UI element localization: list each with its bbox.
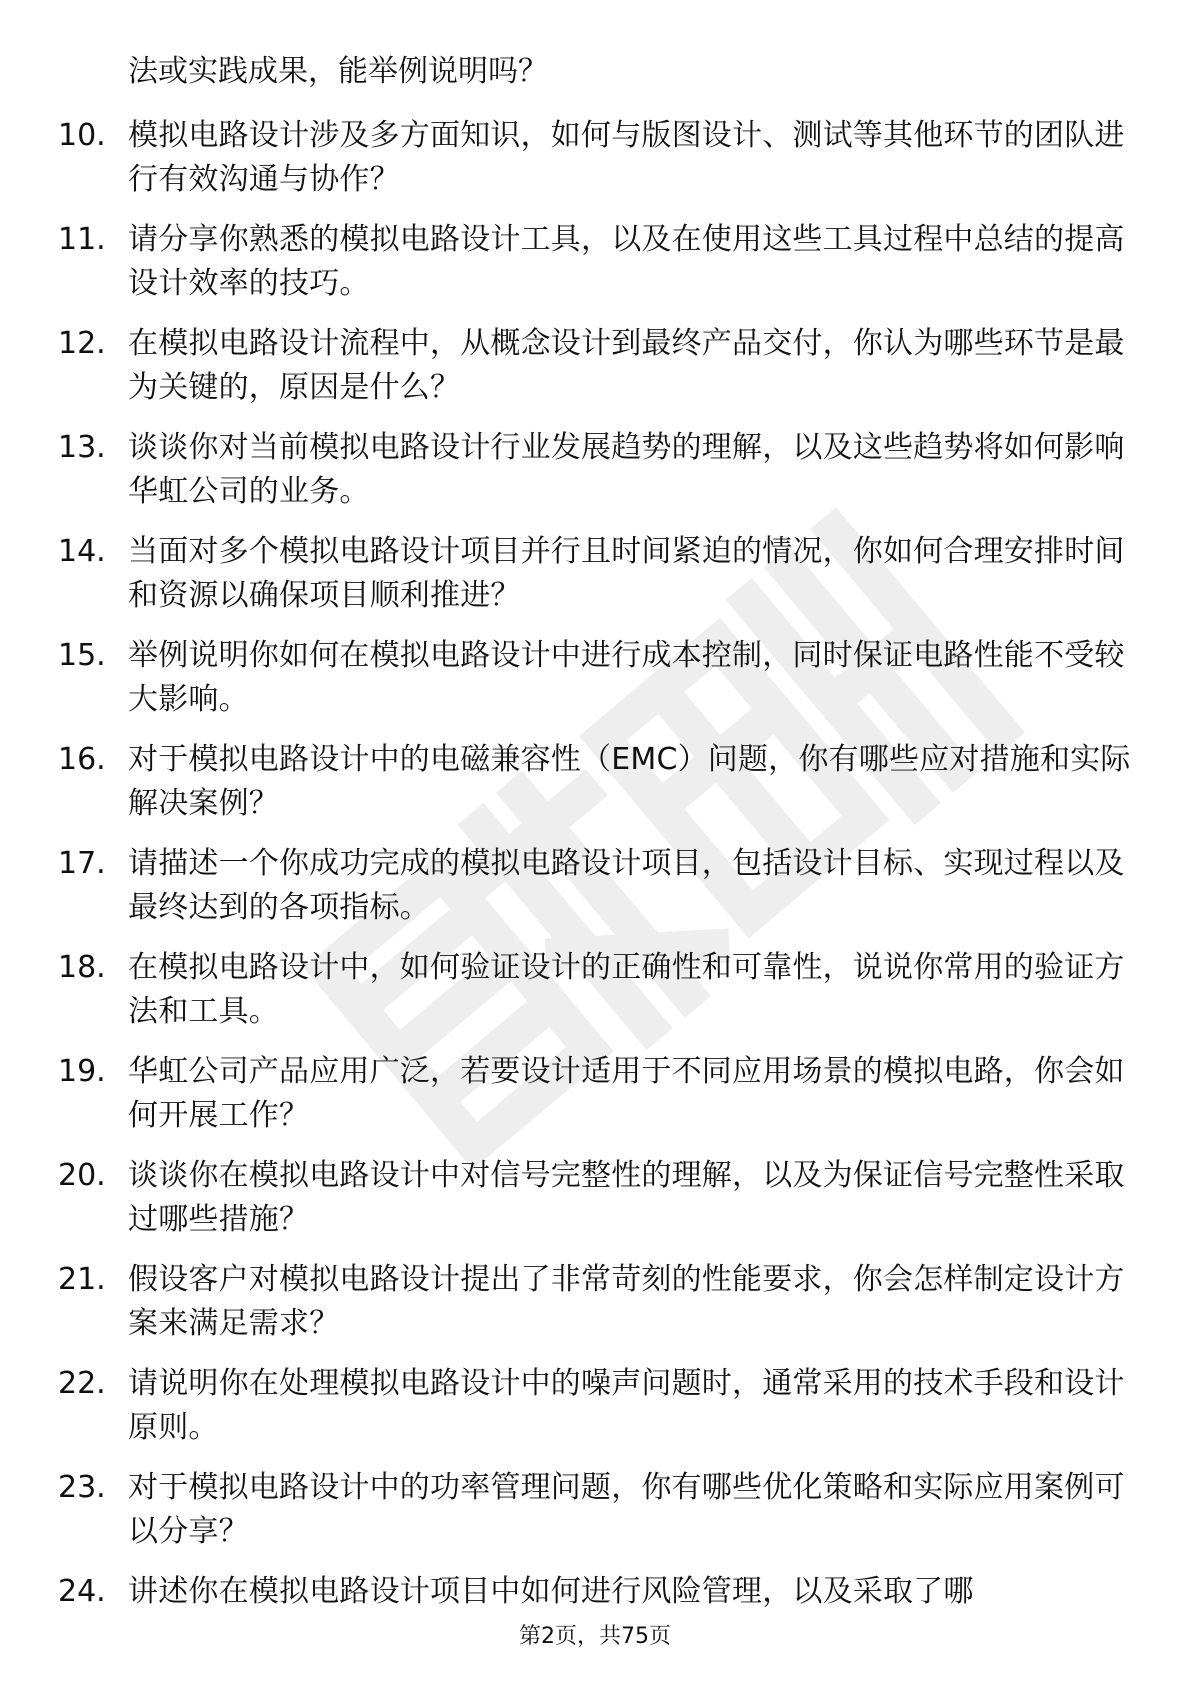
question-number: 19. xyxy=(58,1054,106,1089)
question-text: 假设客户对模拟电路设计提出了非常苛刻的性能要求，你会怎样制定设计方案来满足需求？ xyxy=(128,1262,1125,1341)
question-item xyxy=(0,738,1190,826)
question-item xyxy=(0,1050,1190,1138)
question-number: 11. xyxy=(58,222,106,257)
question-text: 请描述一个你成功完成的模拟电路设计项目，包括设计目标、实现过程以及最终达到的各项指标。 xyxy=(128,846,1125,925)
question-text: 华虹公司产品应用广泛，若要设计适用于不同应用场景的模拟电路，你会如何开展工作？ xyxy=(128,1054,1125,1133)
question-item xyxy=(0,946,1190,1034)
question-text: 讲述你在模拟电路设计项目中如何进行风险管理，以及采取了哪 xyxy=(128,1574,974,1609)
question-number: 13. xyxy=(58,430,106,465)
question-item xyxy=(0,322,1190,410)
question-item xyxy=(0,530,1190,618)
question-text: 在模拟电路设计流程中，从概念设计到最终产品交付，你认为哪些环节是最为关键的，原因是什么？ xyxy=(128,326,1125,405)
question-text: 举例说明你如何在模拟电路设计中进行成本控制，同时保证电路性能不受较大影响。 xyxy=(128,638,1125,717)
question-item xyxy=(0,634,1190,722)
question-text: 请说明你在处理模拟电路设计中的噪声问题时，通常采用的技术手段和设计原则。 xyxy=(128,1366,1125,1445)
question-item xyxy=(0,1466,1190,1554)
question-number: 14. xyxy=(58,534,106,569)
question-item xyxy=(0,114,1190,202)
question-list xyxy=(0,114,1190,1674)
question-number: 22. xyxy=(58,1366,106,1401)
question-item xyxy=(0,1258,1190,1346)
question-number: 24. xyxy=(58,1574,106,1609)
question-number: 12. xyxy=(58,326,106,361)
question-text: 谈谈你对当前模拟电路设计行业发展趋势的理解，以及这些趋势将如何影响华虹公司的业务。 xyxy=(128,430,1125,509)
question-text: 当面对多个模拟电路设计项目并行且时间紧迫的情况，你如何合理安排时间和资源以确保项目顺利推进？ xyxy=(128,534,1125,613)
question-number: 17. xyxy=(58,846,106,881)
question-text: 在模拟电路设计中，如何验证设计的正确性和可靠性，说说你常用的验证方法和工具。 xyxy=(128,950,1125,1029)
question-item xyxy=(0,426,1190,514)
question-number: 23. xyxy=(58,1470,106,1505)
continuation-text: 法或实践成果，能举例说明吗？ xyxy=(128,54,548,89)
question-item xyxy=(0,218,1190,306)
question-text: 请分享你熟悉的模拟电路设计工具，以及在使用这些工具过程中总结的提高设计效率的技巧。 xyxy=(128,222,1125,301)
question-item xyxy=(0,1154,1190,1242)
question-item xyxy=(0,1362,1190,1450)
question-number: 18. xyxy=(58,950,106,985)
question-number: 15. xyxy=(58,638,106,673)
question-number: 16. xyxy=(58,742,106,777)
page-footer: 第2页，共75页 xyxy=(519,1624,671,1649)
question-number: 10. xyxy=(58,118,106,153)
question-text: 模拟电路设计涉及多方面知识，如何与版图设计、测试等其他环节的团队进行有效沟通与协作？ xyxy=(128,118,1125,197)
question-text: 对于模拟电路设计中的功率管理问题，你有哪些优化策略和实际应用案例可以分享？ xyxy=(128,1470,1125,1549)
question-text: 对于模拟电路设计中的电磁兼容性（EMC）问题，你有哪些应对措施和实际解决案例？ xyxy=(128,742,1131,821)
question-number: 20. xyxy=(58,1158,106,1193)
question-text: 谈谈你在模拟电路设计中对信号完整性的理解，以及为保证信号完整性采取过哪些措施？ xyxy=(128,1158,1125,1237)
question-item xyxy=(0,842,1190,930)
question-number: 21. xyxy=(58,1262,106,1297)
